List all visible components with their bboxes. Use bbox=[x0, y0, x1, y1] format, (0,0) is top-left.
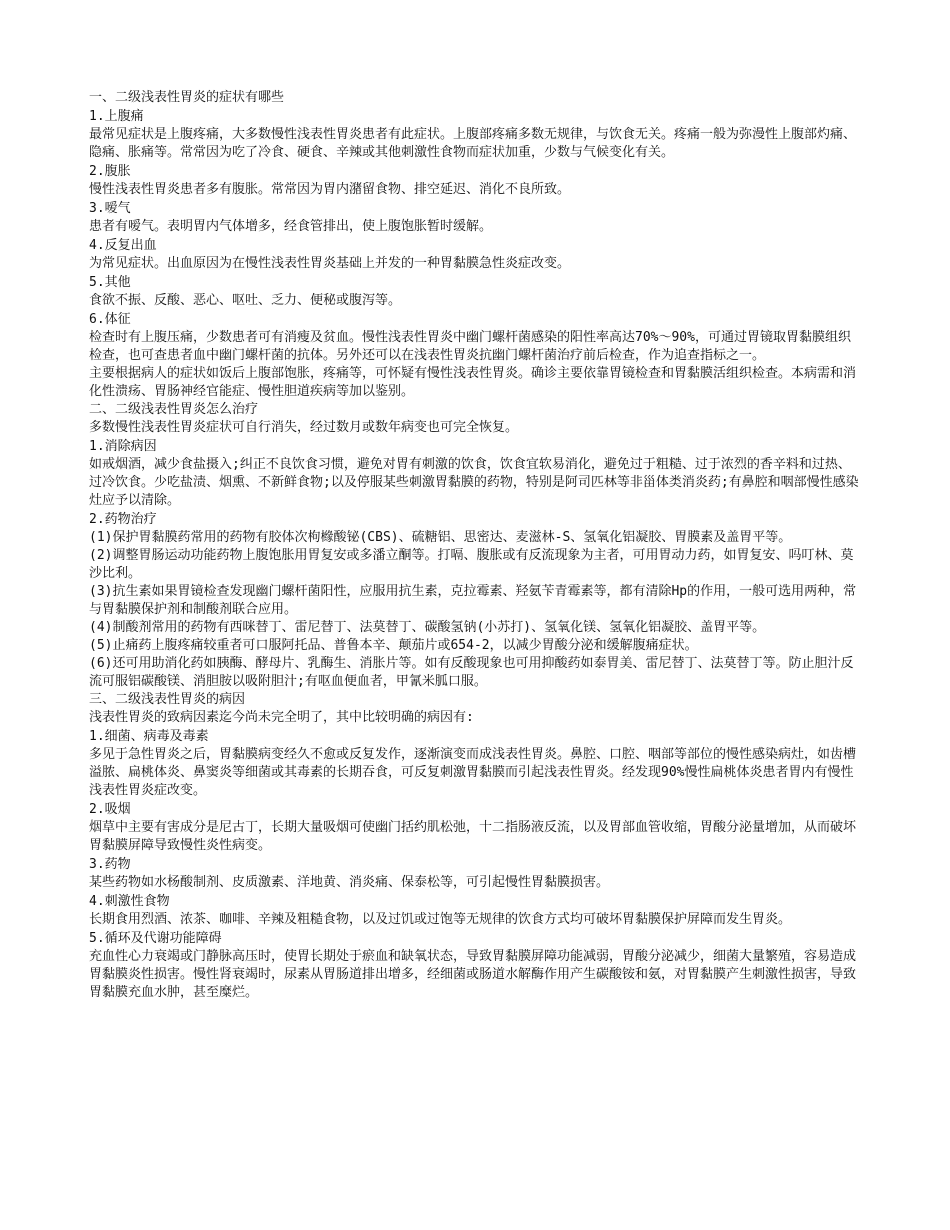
section-heading: 三、二级浅表性胃炎的病因 bbox=[89, 692, 246, 707]
section-heading: 一、二级浅表性胃炎的症状有哪些 bbox=[89, 90, 285, 105]
subheading: 1.上腹痛 bbox=[89, 109, 144, 124]
paragraph: (3)抗生素如果胃镜检查发现幽门螺杆菌阳性，应服用抗生素，克拉霉素、羟氨苄青霉素等，都有清除Hp的作用，一般可选用两种，常与胃黏膜保护剂和制酸剂联合应用。 bbox=[89, 584, 857, 617]
paragraph: 某些药物如水杨酸制剂、皮质激素、洋地黄、消炎痛、保泰松等，可引起慢性胃黏膜损害。 bbox=[89, 875, 610, 890]
subheading: 4.刺激性食物 bbox=[89, 894, 170, 909]
paragraph: 长期食用烈酒、浓茶、咖啡、辛辣及粗糙食物，以及过饥或过饱等无规律的饮食方式均可破坏胃黏膜保护屏障而发生胃炎。 bbox=[89, 912, 792, 927]
paragraph: (6)还可用助消化药如胰酶、酵母片、乳酶生、消胀片等。如有反酸现象也可用抑酸药如泰胃美、雷尼替丁、法莫替丁等。防止胆汁反流可服铝碳酸镁、消胆胺以吸附胆汁;有呕血便血者，甲氰米胍口服。 bbox=[89, 656, 854, 689]
section-heading: 二、二级浅表性胃炎怎么治疗 bbox=[89, 402, 259, 417]
paragraph: 多数慢性浅表性胃炎症状可自行消失，经过数月或数年病变也可完全恢复。 bbox=[89, 420, 519, 435]
paragraph: (2)调整胃肠运动功能药物上腹饱胀用胃复安或多潘立酮等。打嗝、腹胀或有反流现象为主者，可用胃动力药，如胃复安、吗叮林、莫沙比利。 bbox=[89, 548, 854, 581]
paragraph: 最常见症状是上腹疼痛，大多数慢性浅表性胃炎患者有此症状。上腹部疼痛多数无规律，与饮食无关。疼痛一般为弥漫性上腹部灼痛、隐痛、胀痛等。常常因为吃了冷食、硬食、辛辣或其他刺激性食物而症状加重，少数与气候变化有关。 bbox=[89, 127, 857, 160]
paragraph: (4)制酸剂常用的药物有西咪替丁、雷尼替丁、法莫替丁、碳酸氢钠(小苏打)、氢氧化镁、氢氧化铝凝胶、盖胃平等。 bbox=[89, 620, 766, 635]
paragraph: 主要根据病人的症状如饭后上腹部饱胀，疼痛等，可怀疑有慢性浅表性胃炎。确诊主要依靠胃镜检查和胃黏膜活组织检查。本病需和消化性溃疡、胃肠神经官能症、慢性胆道疾病等加以鉴别。 bbox=[89, 366, 857, 399]
paragraph: 为常见症状。出血原因为在慢性浅表性胃炎基础上并发的一种胃黏膜急性炎症改变。 bbox=[89, 256, 571, 271]
paragraph: (5)止痛药上腹疼痛较重者可口服阿托品、普鲁本辛、颠茄片或654-2，以减少胃酸分泌和缓解腹痛症状。 bbox=[89, 638, 698, 653]
subheading: 5.其他 bbox=[89, 275, 131, 290]
subheading: 2.药物治疗 bbox=[89, 512, 157, 527]
subheading: 6.体征 bbox=[89, 312, 131, 327]
paragraph: (1)保护胃黏膜药常用的药物有胶体次枸橼酸铋(CBS)、硫糖铝、思密达、麦滋林-S、氢氧化铝凝胶、胃膜素及盖胃平等。 bbox=[89, 530, 792, 545]
subheading: 1.细菌、病毒及毒素 bbox=[89, 729, 209, 744]
paragraph: 多见于急性胃炎之后，胃黏膜病变经久不愈或反复发作，逐渐演变而成浅表性胃炎。鼻腔、口腔、咽部等部位的慢性感染病灶，如齿槽溢脓、扁桃体炎、鼻窦炎等细菌或其毒素的长期吞食，可反复刺激胃黏膜而引起浅表性胃炎。经发现90%慢性扁桃体炎患者胃内有慢性浅表性胃炎症改变。 bbox=[89, 747, 857, 798]
paragraph: 充血性心力衰竭或门静脉高压时，使胃长期处于瘀血和缺氧状态，导致胃黏膜屏障功能减弱，胃酸分泌减少，细菌大量繁殖，容易造成胃黏膜炎性损害。慢性肾衰竭时，尿素从胃肠道排出增多，经细菌或肠道水解酶作用产生碳酸铵和氨，对胃黏膜产生刺激性损害，导致胃黏膜充血水肿，甚至糜烂。 bbox=[89, 949, 857, 1000]
subheading: 3.嗳气 bbox=[89, 201, 131, 216]
subheading: 3.药物 bbox=[89, 857, 131, 872]
paragraph: 浅表性胃炎的致病因素迄今尚未完全明了，其中比较明确的病因有: bbox=[89, 710, 474, 725]
paragraph: 检查时有上腹压痛，少数患者可有消瘦及贫血。慢性浅表性胃炎中幽门螺杆菌感染的阳性率高达70%～90%，可通过胃镜取胃黏膜组织检查，也可查患者血中幽门螺杆菌的抗体。另外还可以在浅表性胃炎抗幽门螺杆菌治疗前后检查，作为追查指标之一。 bbox=[89, 330, 851, 363]
document-body bbox=[89, 89, 861, 1002]
subheading: 2.吸烟 bbox=[89, 802, 131, 817]
paragraph: 患者有嗳气。表明胃内气体增多，经食管排出，使上腹饱胀暂时缓解。 bbox=[89, 219, 493, 234]
paragraph: 食欲不振、反酸、恶心、呕吐、乏力、便秘或腹泻等。 bbox=[89, 293, 402, 308]
subheading: 5.循环及代谢功能障碍 bbox=[89, 931, 222, 946]
paragraph: 烟草中主要有害成分是尼古丁，长期大量吸烟可使幽门括约肌松弛，十二指肠液反流，以及胃部血管收缩，胃酸分泌量增加，从而破坏胃黏膜屏障导致慢性炎性病变。 bbox=[89, 820, 857, 853]
paragraph: 如戒烟酒，减少食盐摄入;纠正不良饮食习惯，避免对胃有刺激的饮食，饮食宜软易消化，避免过于粗糙、过于浓烈的香辛料和过热、过冷饮食。少吃盐渍、烟熏、不新鲜食物;以及停服某些刺激胃黏膜的药物，特别是阿司匹林等非甾体类消炎药;有鼻腔和咽部慢性感染灶应予以清除。 bbox=[89, 457, 859, 508]
subheading: 1.消除病因 bbox=[89, 439, 157, 454]
subheading: 4.反复出血 bbox=[89, 238, 157, 253]
paragraph: 慢性浅表性胃炎患者多有腹胀。常常因为胃内潴留食物、排空延迟、消化不良所致。 bbox=[89, 182, 571, 197]
subheading: 2.腹胀 bbox=[89, 164, 131, 179]
